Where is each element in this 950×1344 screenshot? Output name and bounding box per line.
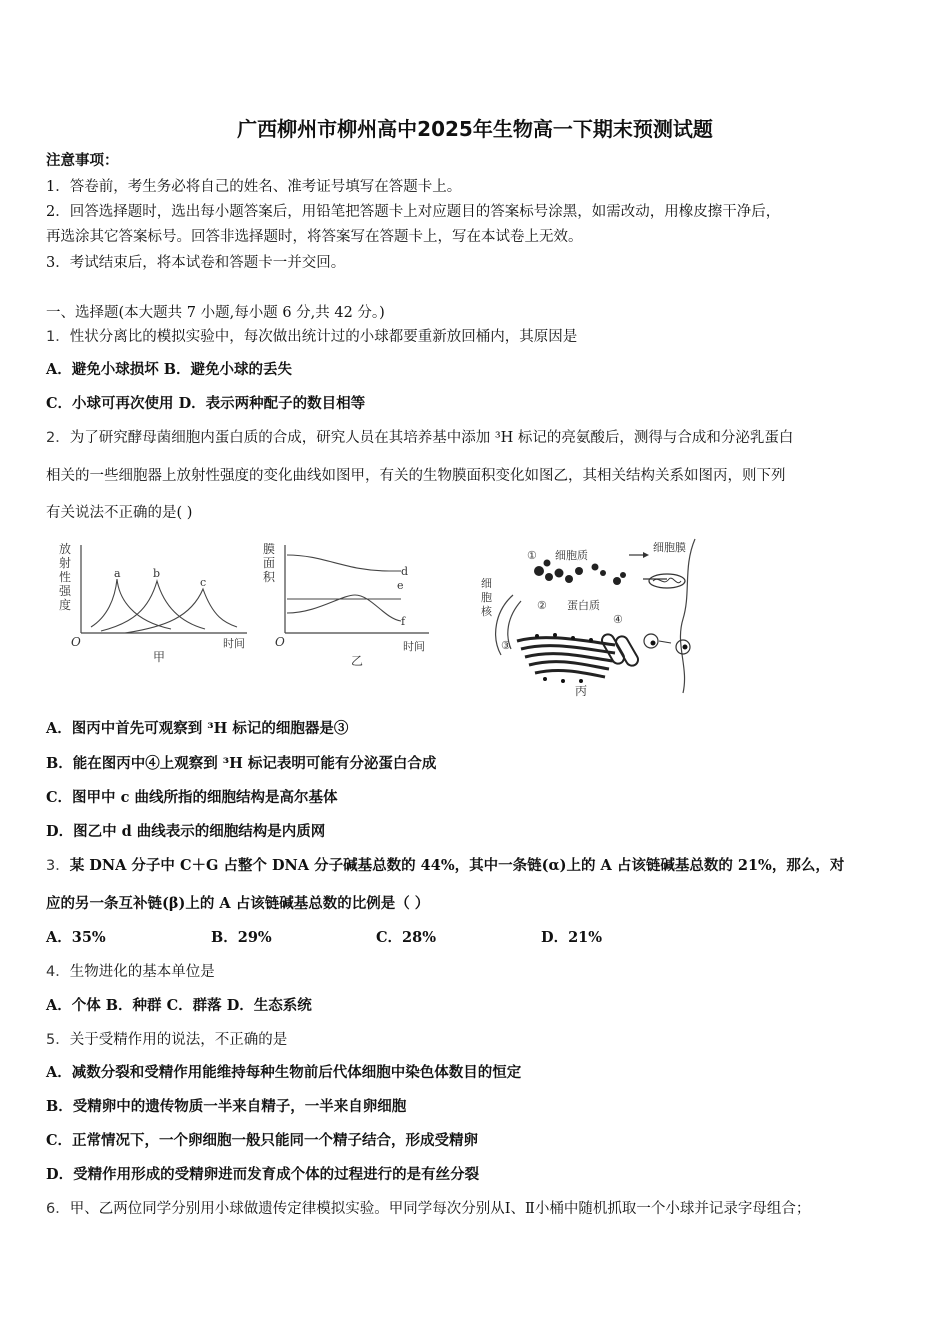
question-2-stem	[46, 428, 793, 448]
svg-text:③: ③	[501, 639, 511, 652]
svg-text:性: 性	[59, 570, 72, 584]
question-4-options: A．个体 B．种群 C．群落 D．生态系统	[46, 997, 312, 1014]
question-number: 5．	[46, 1032, 70, 1048]
question-2-option: B．能在图丙中④上观察到 ³H 标记表明可能有分泌蛋白合成	[46, 755, 437, 772]
svg-text:乙: 乙	[351, 654, 364, 668]
svg-text:放: 放	[59, 542, 72, 556]
svg-text:②: ②	[537, 599, 547, 612]
svg-text:胞: 胞	[481, 591, 492, 604]
question-number: 2．	[46, 430, 70, 446]
page-title: 广西柳州市柳州高中2025年生物高一下期末预测试题	[237, 117, 713, 141]
question-3-stem-cont: 应的另一条互补链(β)上的 A 占该链碱基总数的比例是（ ）	[46, 895, 430, 912]
svg-text:膜: 膜	[263, 542, 276, 556]
question-5-option: A．减数分裂和受精作用能维持每种生物前后代体细胞中染色体数目的恒定	[46, 1064, 522, 1081]
svg-text:时间: 时间	[223, 637, 245, 650]
question-3-option: C．28%	[376, 929, 436, 946]
notice-item: 3．考试结束后，将本试卷和答题卡一并交回。	[46, 255, 346, 271]
section-heading: 一、选择题(本大题共 7 小题,每小题 6 分,共 42 分。)	[46, 305, 385, 321]
question-text: 为了研究酵母菌细胞内蛋白质的合成，研究人员在其培养基中添加 ³H 标记的亮氨酸后，测得与合成和分泌乳蛋白	[69, 430, 794, 446]
svg-text:①: ①	[527, 549, 537, 562]
question-4-stem	[46, 962, 215, 982]
figure-jia	[59, 542, 247, 664]
question-3-option: B．29%	[211, 929, 272, 946]
question-6-stem	[46, 1199, 810, 1219]
question-number: 3．	[46, 858, 70, 874]
question-5-option: C．正常情况下，一个卵细胞一般只能同一个精子结合，形成受精卵	[46, 1132, 479, 1149]
question-2-option: D．图乙中 d 曲线表示的细胞结构是内质网	[46, 823, 326, 840]
svg-text:面: 面	[263, 556, 276, 570]
notice-item: 1．答卷前，考生务必将自己的姓名、准考证号填写在答题卡上。	[46, 179, 462, 195]
svg-text:f: f	[401, 615, 406, 628]
question-3-option: D．21%	[541, 929, 603, 946]
question-5-option: B．受精卵中的遗传物质一半来自精子，一半来自卵细胞	[46, 1098, 407, 1115]
svg-text:强: 强	[59, 584, 72, 598]
question-2-stem-cont: 相关的一些细胞器上放射性强度的变化曲线如图甲，有关的生物膜面积变化如图乙，其相关结构关系如图丙，则下列	[46, 468, 786, 484]
svg-text:b: b	[153, 567, 161, 580]
question-text: 甲、乙两位同学分别用小球做遗传定律模拟实验。甲同学每次分别从Ⅰ、Ⅱ小桶中随机抓取一个小球并记录字母组合；	[69, 1201, 811, 1217]
notice-item: 2．回答选择题时，选出每小题答案后，用铅笔把答题卡上对应题目的答案标号涂黑，如需改动，用橡皮擦干净后，	[46, 204, 781, 220]
svg-text:细胞质: 细胞质	[555, 549, 588, 562]
notice-heading: 注意事项：	[46, 152, 119, 169]
question-5-stem	[46, 1030, 287, 1050]
question-2-figure	[55, 537, 725, 699]
svg-text:蛋白质: 蛋白质	[567, 599, 600, 612]
question-2-option: C．图甲中 c 曲线所指的细胞结构是高尔基体	[46, 789, 338, 806]
question-1-options: C．小球可再次使用 D．表示两种配子的数目相等	[46, 395, 366, 412]
svg-text:时间: 时间	[403, 640, 425, 653]
question-3-option: A．35%	[46, 929, 106, 946]
svg-text:核: 核	[481, 605, 492, 618]
question-5-option: D．受精作用形成的受精卵进而发育成个体的过程进行的是有丝分裂	[46, 1166, 480, 1183]
svg-text:O: O	[275, 635, 285, 649]
svg-text:射: 射	[59, 556, 72, 570]
question-text: 某 DNA 分子中 C＋G 占整个 DNA 分子碱基总数的 44%，其中一条链(α)上的 A 占该链碱基总数的 21%，那么，对	[69, 857, 845, 874]
question-number: 6．	[46, 1201, 70, 1217]
question-1-stem	[46, 327, 577, 347]
svg-text:细胞膜: 细胞膜	[653, 541, 686, 554]
svg-text:④: ④	[613, 613, 623, 626]
question-text: 生物进化的基本单位是	[69, 964, 215, 980]
question-1-options: A．避免小球损坏 B．避免小球的丢失	[46, 361, 293, 378]
svg-text:e: e	[397, 579, 404, 592]
figure-yi	[263, 542, 429, 668]
question-text: 关于受精作用的说法，不正确的是	[69, 1032, 288, 1048]
question-text: 性状分离比的模拟实验中，每次做出统计过的小球都要重新放回桶内，其原因是	[69, 329, 578, 345]
question-2-stem-cont: 有关说法不正确的是( )	[46, 505, 193, 521]
svg-text:甲: 甲	[153, 650, 166, 664]
svg-text:丙: 丙	[575, 684, 588, 698]
svg-text:积: 积	[263, 570, 276, 584]
question-2-option: A．图丙中首先可观察到 ³H 标记的细胞器是③	[46, 720, 349, 737]
svg-text:d: d	[401, 565, 409, 578]
svg-text:度: 度	[59, 598, 72, 612]
question-number: 4．	[46, 964, 70, 980]
svg-text:c: c	[200, 576, 207, 589]
question-number: 1．	[46, 329, 70, 345]
svg-text:O: O	[71, 635, 81, 649]
notice-item: 再选涂其它答案标号。回答非选择题时，将答案写在答题卡上，写在本试卷上无效。	[46, 229, 583, 245]
figure-bing	[481, 539, 695, 698]
question-3-stem	[46, 856, 844, 876]
svg-text:细: 细	[481, 577, 492, 590]
svg-text:a: a	[114, 567, 121, 580]
